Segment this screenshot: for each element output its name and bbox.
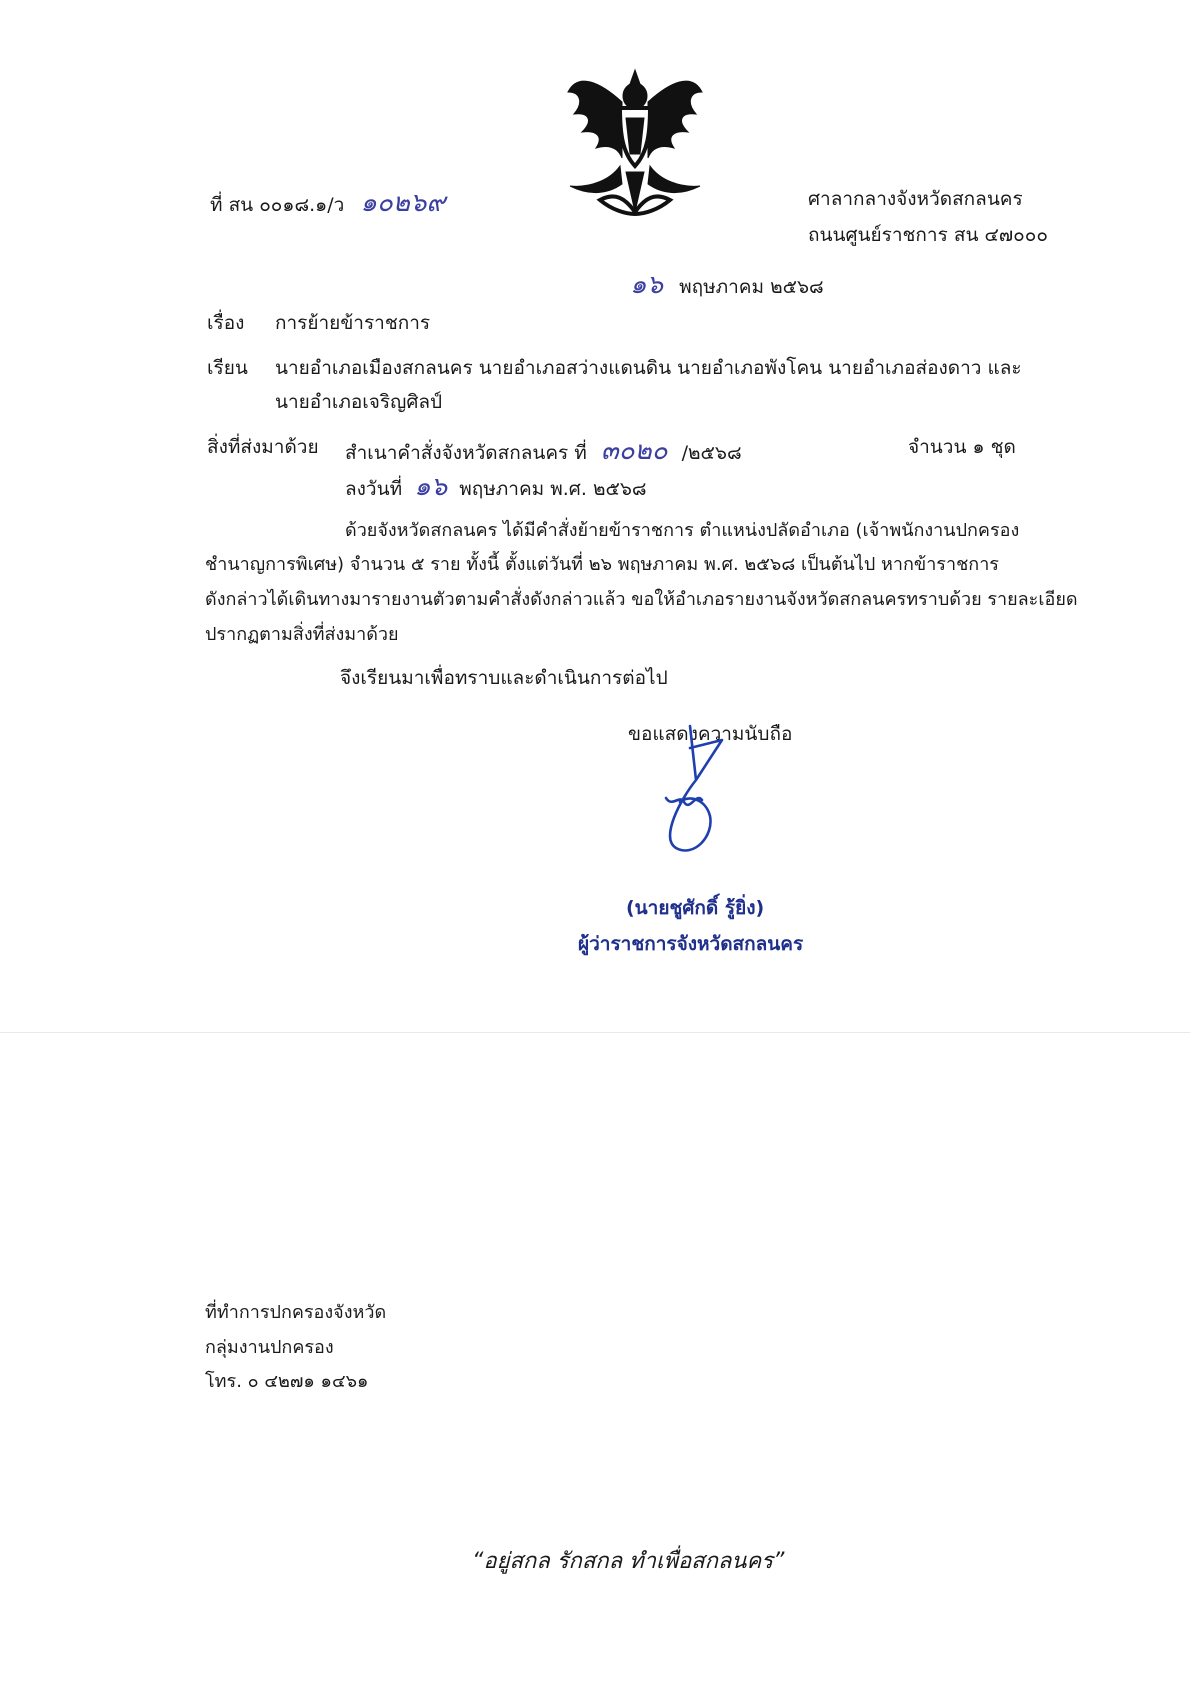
reference-number bbox=[210, 182, 445, 223]
attachment-order-suffix: /๒๕๖๘ bbox=[681, 442, 742, 464]
attachment-order-prefix: สำเนาคำสั่งจังหวัดสกลนคร ที่ bbox=[345, 442, 587, 464]
footer-phone: โทร. ๐ ๔๒๗๑ ๑๔๖๑ bbox=[205, 1371, 369, 1392]
attachment-quantity: จำนวน ๑ ชุด bbox=[908, 436, 1016, 458]
garuda-emblem-icon bbox=[560, 62, 710, 222]
attachment-order-number-handwritten: ๓๐๒๐ bbox=[600, 436, 668, 466]
reference-number-printed: ที่ สน ๐๐๑๘.๑/ว bbox=[210, 194, 345, 216]
attachment-line1 bbox=[345, 430, 742, 471]
reference-number-handwritten: ๑๐๒๖๙ bbox=[360, 188, 446, 218]
attachment-date-day-handwritten: ๑๖ bbox=[414, 472, 448, 502]
slogan: “อยู่สกล รักสกล ทำเพื่อสกลนคร” bbox=[472, 1549, 785, 1574]
closing-text: จึงเรียนมาเพื่อทราบและดำเนินการต่อไป bbox=[340, 667, 668, 689]
office-address-line1: ศาลากลางจังหวัดสกลนคร bbox=[808, 188, 1023, 210]
attachment-label: สิ่งที่ส่งมาด้วย bbox=[207, 436, 319, 458]
body-line3: ดังกล่าวได้เดินทางมารายงานตัวตามคำสั่งดังกล่าวแล้ว ขอให้อำเภอรายงานจังหวัดสกลนครทราบด้วย รายละเอียด bbox=[205, 589, 1078, 610]
date-day-handwritten: ๑๖ bbox=[630, 270, 664, 300]
recipient-label: เรียน bbox=[207, 357, 248, 379]
footer-department-line2: กลุ่มงานปกครอง bbox=[205, 1337, 334, 1358]
signer-name: (นายชูศักดิ์ รู้ยิ่ง) bbox=[626, 897, 765, 919]
footer-department-line1: ที่ทำการปกครองจังหวัด bbox=[205, 1302, 387, 1323]
office-address-line2: ถนนศูนย์ราชการ สน ๔๗๐๐๐ bbox=[808, 224, 1048, 246]
date-month-year: พฤษภาคม ๒๕๖๘ bbox=[679, 276, 824, 298]
document-date bbox=[630, 264, 824, 305]
salutation: ขอแสดงความนับถือ bbox=[628, 723, 793, 745]
subject-label: เรื่อง bbox=[207, 312, 245, 334]
recipient-line2: นายอำเภอเจริญศิลป์ bbox=[275, 391, 443, 413]
attachment-date-suffix: พฤษภาคม พ.ศ. ๒๕๖๘ bbox=[459, 478, 647, 500]
signer-position: ผู้ว่าราชการจังหวัดสกลนคร bbox=[578, 933, 804, 955]
body-line2: ชำนาญการพิเศษ) จำนวน ๕ ราย ทั้งนี้ ตั้งแต่วันที่ ๒๖ พฤษภาคม พ.ศ. ๒๕๖๘ เป็นต้นไป หากข้าราชการ bbox=[205, 554, 999, 575]
paper-fold-line bbox=[0, 1032, 1190, 1033]
subject-text: การย้ายข้าราชการ bbox=[275, 312, 431, 334]
body-line1: ด้วยจังหวัดสกลนคร ได้มีคำสั่งย้ายข้าราชการ ตำแหน่งปลัดอำเภอ (เจ้าพนักงานปกครอง bbox=[345, 520, 1020, 541]
handwritten-signature bbox=[650, 720, 760, 855]
body-line4: ปรากฏตามสิ่งที่ส่งมาด้วย bbox=[205, 624, 399, 645]
attachment-date-prefix: ลงวันที่ bbox=[345, 478, 403, 500]
attachment-line2 bbox=[345, 466, 647, 507]
recipient-line1: นายอำเภอเมืองสกลนคร นายอำเภอสว่างแดนดิน นายอำเภอพังโคน นายอำเภอส่องดาว และ bbox=[275, 357, 1022, 379]
